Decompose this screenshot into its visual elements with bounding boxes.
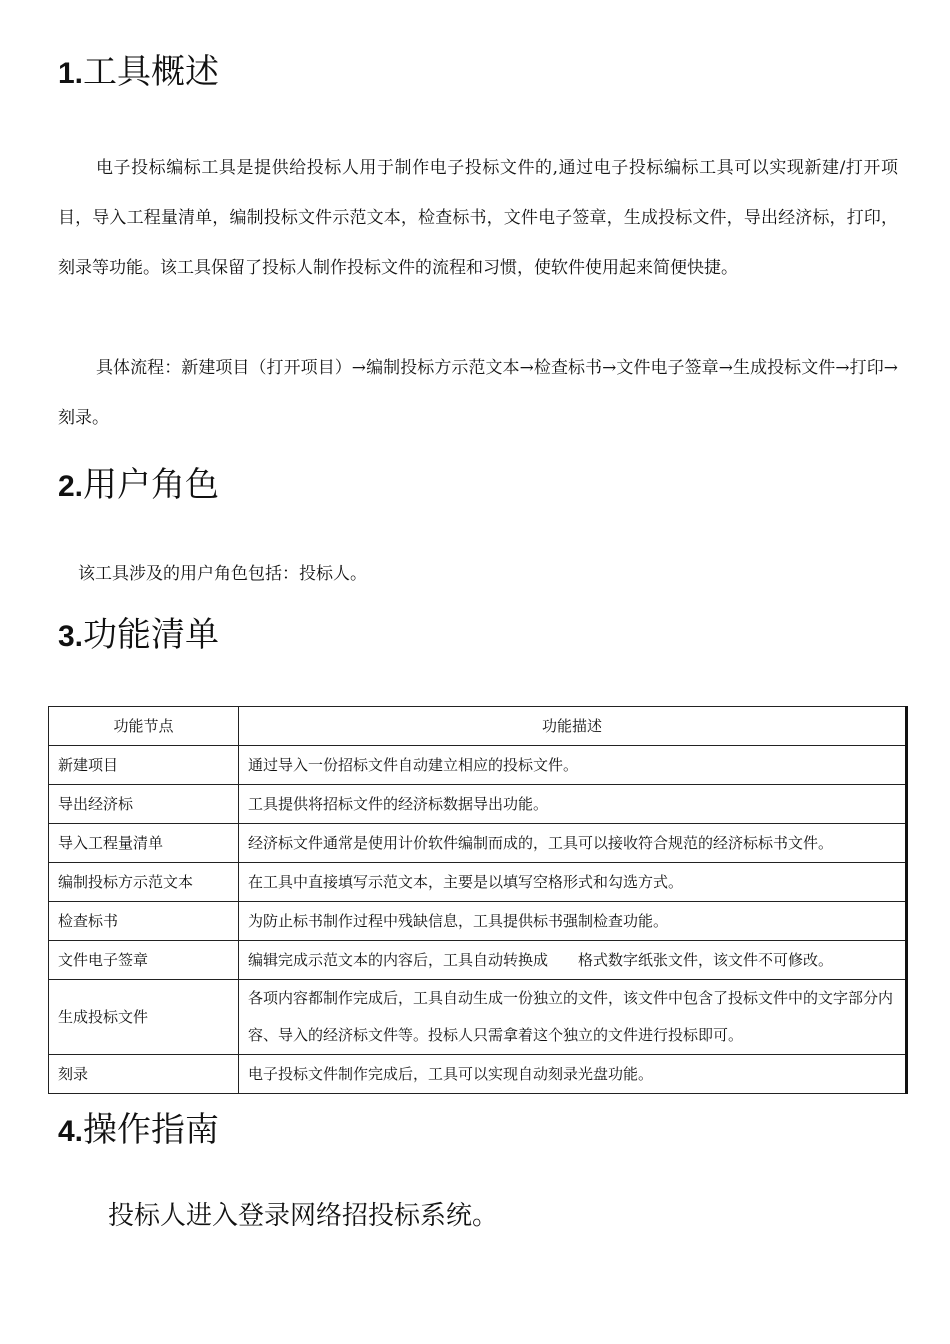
function-desc-cell: 工具提供将招标文件的经济标数据导出功能。 <box>239 785 907 824</box>
table-row <box>49 746 907 785</box>
function-desc-cell: 在工具中直接填写示范文本，主要是以填写空格形式和勾选方式。 <box>239 863 907 902</box>
section-title: 操作指南 <box>83 1110 220 1150</box>
section-number: 3. <box>58 620 84 653</box>
table-row <box>49 824 907 863</box>
function-node-cell: 文件电子签章 <box>49 941 239 980</box>
function-table <box>48 706 908 1094</box>
section-title: 用户角色 <box>83 465 220 505</box>
function-node-cell: 检查标书 <box>49 902 239 941</box>
table-row <box>49 785 907 824</box>
function-desc-cell: 各项内容都制作完成后，工具自动生成一份独立的文件，该文件中包含了投标文件中的文字部分内容、导入的经济标文件等。投标人只需拿着这个独立的文件进行投标即可。 <box>239 980 907 1055</box>
overview-paragraph: 电子投标编标工具是提供给投标人用于制作电子投标文件的,通过电子投标编标工具可以实现新建/打开项目，导入工程量清单，编制投标文件示范文本，检查标书，文件电子签章，生成投标文件，导出经济标，打印，刻录等功能。该工具保留了投标人制作投标文件的流程和习惯，使软件使用起来简便快捷。 <box>58 158 898 278</box>
table-row <box>49 863 907 902</box>
table-header-cell: 功能节点 <box>49 707 239 746</box>
section-heading-roles <box>58 465 219 507</box>
function-desc-cell: 经济标文件通常是使用计价软件编制而成的，工具可以接收符合规范的经济标标书文件。 <box>239 824 907 863</box>
guide-paragraph: 投标人进入登录网络招投标系统。 <box>108 1201 499 1231</box>
function-node-cell: 导入工程量清单 <box>49 824 239 863</box>
section-heading-guide <box>58 1110 219 1152</box>
table-header-row <box>49 707 907 746</box>
section-title: 功能清单 <box>83 615 220 655</box>
roles-paragraph: 该工具涉及的用户角色包括：投标人。 <box>78 564 367 584</box>
section-number: 2. <box>58 470 84 503</box>
table-row <box>49 1055 907 1094</box>
table-header-cell: 功能描述 <box>239 707 907 746</box>
section-number: 4. <box>58 1115 84 1148</box>
function-node-cell: 生成投标文件 <box>49 980 239 1055</box>
function-node-cell: 新建项目 <box>49 746 239 785</box>
section-heading-functions <box>58 615 219 657</box>
function-node-cell: 导出经济标 <box>49 785 239 824</box>
section-number: 1. <box>58 57 84 90</box>
function-desc-cell: 电子投标文件制作完成后，工具可以实现自动刻录光盘功能。 <box>239 1055 907 1094</box>
table-row <box>49 941 907 980</box>
section-heading-overview <box>58 52 219 94</box>
function-node-cell: 刻录 <box>49 1055 239 1094</box>
function-desc-cell: 编辑完成示范文本的内容后，工具自动转换成 格式数字纸张文件，该文件不可修改。 <box>239 941 907 980</box>
function-desc-cell: 通过导入一份招标文件自动建立相应的投标文件。 <box>239 746 907 785</box>
flow-paragraph: 具体流程：新建项目（打开项目）→编制投标方示范文本→检查标书→文件电子签章→生成投标文件→打印→刻录。 <box>58 358 898 428</box>
section-title: 工具概述 <box>83 52 220 92</box>
table-row <box>49 902 907 941</box>
table-row <box>49 980 907 1055</box>
function-desc-cell: 为防止标书制作过程中残缺信息，工具提供标书强制检查功能。 <box>239 902 907 941</box>
function-node-cell: 编制投标方示范文本 <box>49 863 239 902</box>
